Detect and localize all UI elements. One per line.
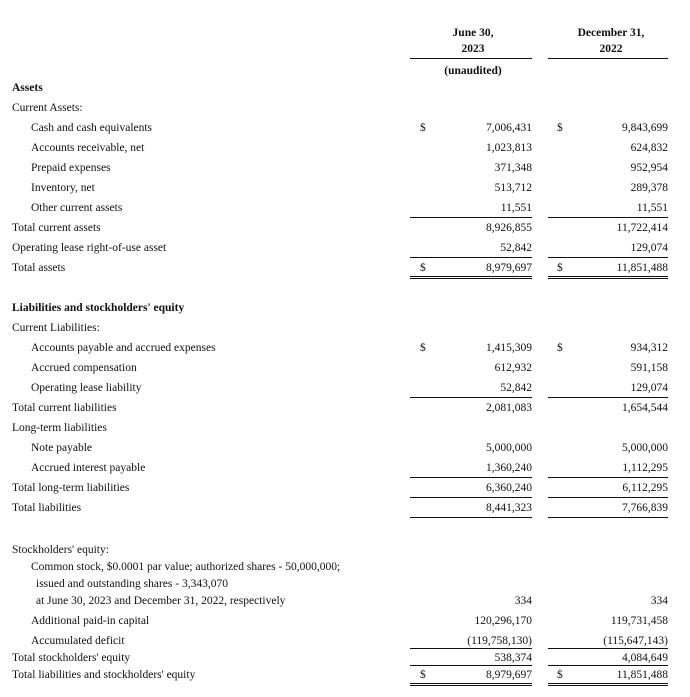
col1-header-rule [410,58,532,59]
deficit-2022: (115,647,143) [603,635,668,647]
subtotal-rule [548,257,668,258]
accrued-comp-label: Accrued compensation [31,362,137,374]
inventory-value-2023: 513,712 [494,182,532,194]
other-assets-value-2023: 11,551 [500,202,532,214]
ar-value-2022: 624,832 [630,142,668,154]
common-stock-2023: 334 [514,595,532,607]
total-le-2023: 8,979,697 [486,669,532,681]
deficit-label: Accumulated deficit [31,635,125,647]
total-assets-2023: 8,979,697 [486,262,532,274]
note-payable-2022: 5,000,000 [622,442,668,454]
total-current-liabilities-2022: 1,654,544 [622,402,668,414]
total-lt-liabilities-label: Total long-term liabilities [12,482,130,494]
lease-liability-2022: 129,074 [630,382,668,394]
total-le-label: Total liabilities and stockholders' equity [12,669,196,681]
subtotal-rule [548,477,668,478]
common-stock-line-1: Common stock, $0.0001 par value; authorized shares - 50,000,000; [31,561,341,573]
col2-header-rule [548,58,668,59]
total-le-2022: 11,851,488 [616,669,668,681]
col1-header-unaudited: (unaudited) [444,65,502,77]
prepaid-value-2023: 371,348 [494,162,532,174]
subtotal-rule [410,497,532,498]
common-stock-2022: 334 [650,595,668,607]
total-double-rule [548,276,668,279]
total-current-liabilities-2023: 2,081,083 [486,402,532,414]
ap-value-2023: 1,415,309 [486,342,532,354]
col1-header-year: 2023 [461,43,485,55]
lease-liability-label: Operating lease liability [31,382,142,394]
total-liabilities-2023: 8,441,323 [486,502,532,514]
cash-value-2023: 7,006,431 [486,122,532,134]
total-assets-label: Total assets [12,262,66,274]
total-current-liabilities-label: Total current liabilities [12,402,117,414]
total-current-assets-2022: 11,722,414 [616,222,668,234]
total-equity-label: Total stockholders' equity [12,652,131,664]
subtotal-rule [410,217,532,218]
subtotal-rule [410,397,532,398]
subtotal-rule [548,648,668,649]
cash-dollar-2: $ [557,122,563,134]
ap-value-2022: 934,312 [630,342,668,354]
note-payable-label: Note payable [31,442,92,454]
cash-dollar-1: $ [420,122,426,134]
total-assets-dollar-1: $ [420,262,426,274]
total-le-dollar-1: $ [420,669,426,681]
total-double-rule [410,276,532,279]
note-payable-2023: 5,000,000 [486,442,532,454]
col2-header-year: 2022 [599,43,623,55]
subtotal-rule [548,497,668,498]
ap-dollar-1: $ [420,342,426,354]
subtotal-rule [548,517,668,518]
total-current-assets-label: Total current assets [12,222,101,234]
total-assets-2022: 11,851,488 [616,262,668,274]
ap-dollar-2: $ [557,342,563,354]
accrued-comp-2023: 612,932 [494,362,532,374]
total-equity-2022: 4,084,649 [622,652,668,664]
rou-value-2023: 52,842 [500,242,532,254]
lease-liability-2023: 52,842 [500,382,532,394]
subtotal-rule [410,665,532,666]
prepaid-value-2022: 952,954 [630,162,668,174]
total-lt-liabilities-2022: 6,112,295 [622,482,668,494]
subtotal-rule [548,397,668,398]
total-le-dollar-2: $ [557,669,563,681]
apic-2023: 120,296,170 [474,615,532,627]
total-double-rule [548,683,668,686]
total-equity-2023: 538,374 [494,652,532,664]
subtotal-rule [410,517,532,518]
total-liabilities-2022: 7,766,839 [622,502,668,514]
subtotal-rule [410,477,532,478]
total-liabilities-label: Total liabilities [12,502,82,514]
total-assets-dollar-2: $ [557,262,563,274]
current-assets-title: Current Assets: [12,102,83,114]
accrued-comp-2022: 591,158 [630,362,668,374]
col1-header-date: June 30, [452,27,494,39]
equity-title: Stockholders' equity: [12,544,109,556]
ap-label: Accounts payable and accrued expenses [31,342,216,354]
inventory-label: Inventory, net [31,182,95,194]
apic-label: Additional paid-in capital [31,615,150,627]
prepaid-label: Prepaid expenses [31,162,111,174]
ar-value-2023: 1,023,813 [486,142,532,154]
long-term-title: Long-term liabilities [12,422,107,434]
subtotal-rule [410,648,532,649]
assets-title: Assets [12,82,43,94]
apic-2022: 119,731,458 [610,615,668,627]
rou-label: Operating lease right-of-use asset [12,242,167,254]
accrued-interest-label: Accrued interest payable [31,462,146,474]
common-stock-line-3: at June 30, 2023 and December 31, 2022, respectively [36,595,286,607]
subtotal-rule [548,665,668,666]
cash-value-2022: 9,843,699 [622,122,668,134]
ar-label: Accounts receivable, net [31,142,145,154]
total-current-assets-2023: 8,926,855 [486,222,532,234]
common-stock-line-2: issued and outstanding shares - 3,343,070 [36,578,228,590]
current-liabilities-title: Current Liabilities: [12,322,100,334]
rou-value-2022: 129,074 [630,242,668,254]
liabilities-title: Liabilities and stockholders' equity [12,302,185,314]
accrued-interest-2023: 1,360,240 [486,462,532,474]
other-assets-value-2022: 11,551 [636,202,668,214]
subtotal-rule [410,257,532,258]
other-assets-label: Other current assets [31,202,123,214]
col2-header-date: December 31, [577,27,645,39]
cash-label: Cash and cash equivalents [31,122,153,134]
total-lt-liabilities-2023: 6,360,240 [486,482,532,494]
deficit-2023: (119,758,130) [467,635,532,647]
subtotal-rule [548,217,668,218]
inventory-value-2022: 289,378 [630,182,668,194]
accrued-interest-2022: 1,112,295 [622,462,668,474]
total-double-rule [410,683,532,686]
